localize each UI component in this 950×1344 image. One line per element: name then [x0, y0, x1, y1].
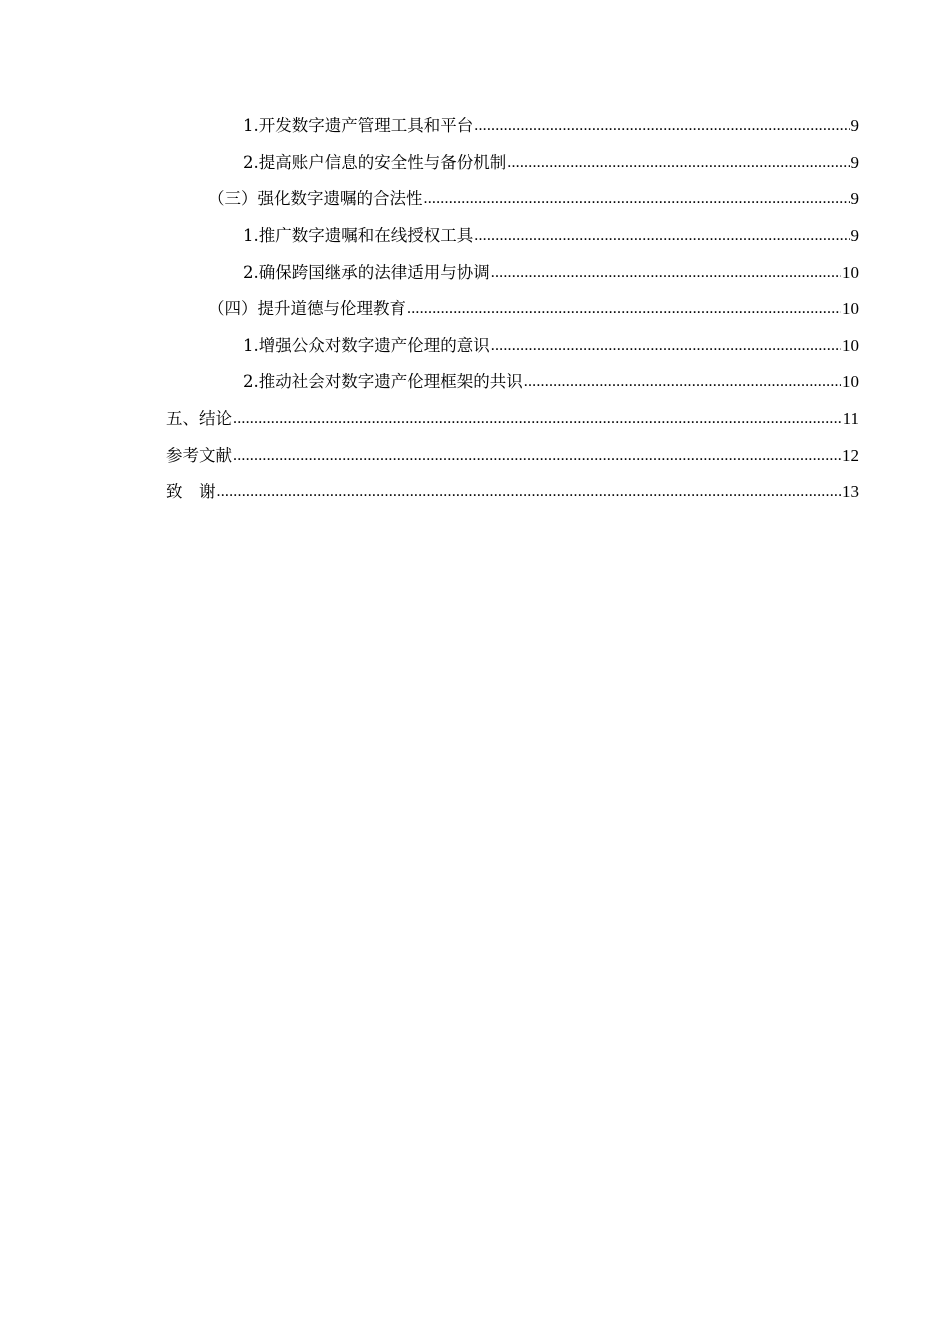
toc-entry-label: （四）提升道德与伦理教育	[208, 299, 406, 319]
toc-dot-leader	[474, 226, 849, 246]
toc-entry-label: 2.提高账户信息的安全性与备份机制	[243, 152, 507, 172]
toc-entry-label: （三）强化数字遗嘱的合法性	[208, 189, 423, 209]
toc-entry-page-number: 10	[842, 262, 859, 282]
toc-entry-label: 致 谢	[166, 482, 216, 502]
toc-entry-label: 2.推动社会对数字遗产伦理框架的共识	[243, 372, 523, 392]
toc-entry[interactable]	[0, 291, 950, 328]
toc-entry-label: 1.开发数字遗产管理工具和平台	[243, 116, 474, 136]
toc-entry[interactable]	[0, 437, 950, 474]
toc-entry-page-number: 10	[842, 372, 859, 392]
toc-dot-leader	[217, 482, 842, 502]
table-of-contents	[0, 108, 950, 511]
toc-entry-label: 1.增强公众对数字遗产伦理的意识	[243, 335, 490, 355]
toc-dot-leader	[474, 116, 849, 136]
toc-entry[interactable]	[0, 328, 950, 365]
toc-entry[interactable]	[0, 364, 950, 401]
toc-dot-leader	[233, 409, 842, 429]
toc-entry-page-number: 9	[850, 226, 859, 246]
toc-dot-leader	[491, 336, 841, 356]
toc-entry[interactable]	[0, 254, 950, 291]
toc-entry[interactable]	[0, 145, 950, 182]
toc-entry-page-number: 9	[850, 116, 859, 136]
toc-entry-label: 2.确保跨国继承的法律适用与协调	[243, 262, 490, 282]
toc-entry-page-number: 13	[842, 482, 859, 502]
toc-entry-page-number: 9	[850, 189, 859, 209]
toc-entry-page-number: 10	[842, 335, 859, 355]
toc-dot-leader	[491, 263, 841, 283]
toc-entry[interactable]	[0, 181, 950, 218]
toc-entry-page-number: 11	[842, 409, 859, 429]
toc-dot-leader	[233, 446, 841, 466]
toc-entry-page-number: 12	[842, 445, 859, 465]
toc-dot-leader	[407, 299, 841, 319]
toc-entry-page-number: 9	[850, 152, 859, 172]
toc-entry[interactable]	[0, 474, 950, 511]
toc-entry-page-number: 10	[842, 299, 859, 319]
toc-entry-label: 参考文献	[166, 445, 232, 465]
toc-entry[interactable]	[0, 108, 950, 145]
toc-dot-leader	[424, 189, 850, 209]
toc-entry-label: 1.推广数字遗嘱和在线授权工具	[243, 226, 474, 246]
toc-entry[interactable]	[0, 218, 950, 255]
toc-entry-label: 五、结论	[166, 409, 232, 429]
toc-dot-leader	[524, 372, 841, 392]
toc-entry[interactable]	[0, 401, 950, 438]
toc-dot-leader	[507, 153, 849, 173]
